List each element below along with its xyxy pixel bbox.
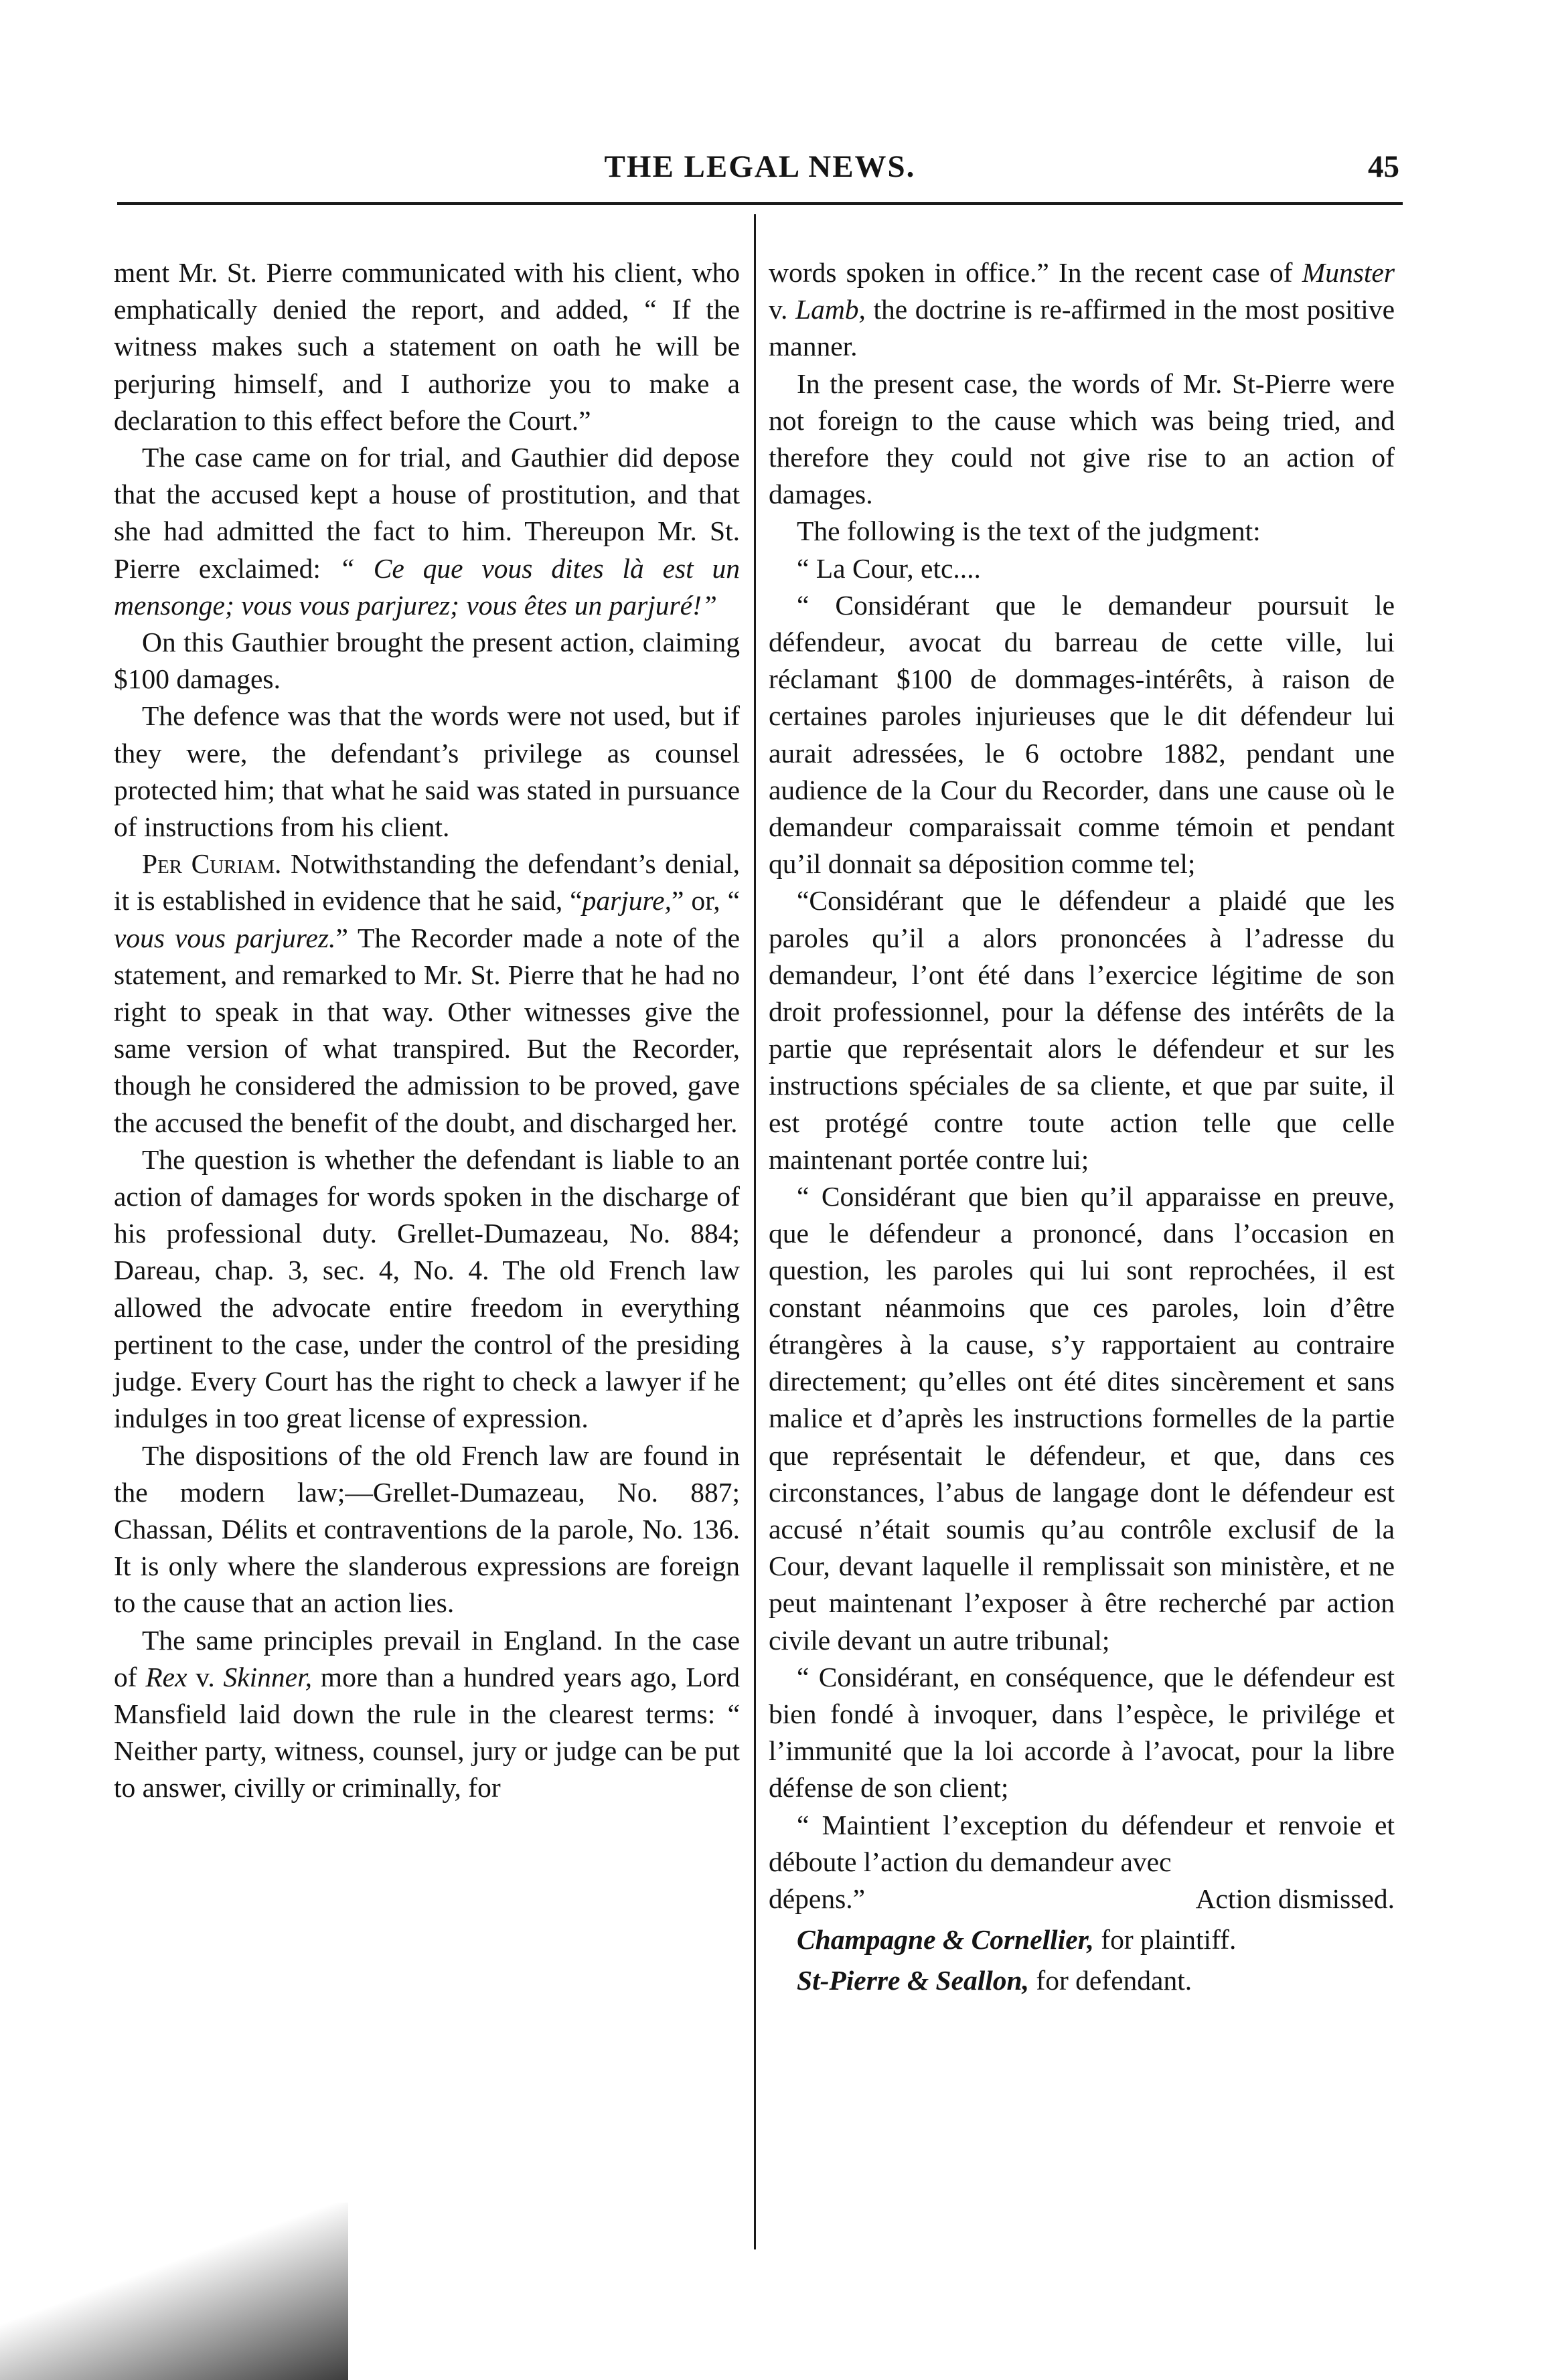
quoted-french: “ Ce que vous dites là est un mensonge; vous vous parjurez; vous êtes un parjuré!”	[114, 552, 740, 621]
counsel-line	[769, 1962, 1395, 1999]
text-run: v.	[187, 1661, 224, 1692]
text-run: Notwithstanding the defendant’s denial, it is established in evidence that he said, “	[114, 848, 740, 917]
running-title: THE LEGAL NEWS.	[604, 149, 916, 184]
paragraph: The question is whether the defendant is liable to an action of damages for words spoken in the discharge of his professional duty. Grellet-Dumazeau, No. 884; Dareau, chap. 3, sec. 4, No. 4. The old French law allowed the advocate entire freedom in everything pertinent to the case, under the control of the presiding judge. Every Court has the right to check a lawyer if he indulges in too great license of expression.	[114, 1143, 740, 1434]
paragraph: The following is the text of the judgment:	[797, 515, 1261, 547]
header-rule	[117, 202, 1403, 205]
result-label: Action dismissed.	[1195, 1883, 1395, 1914]
paragraph: “ Considérant que bien qu’il apparaisse en preuve, que le défendeur a prononcé, dans l’occasion en question, les paroles qui lui sont reprochées, il est constant néanmoins que ces paroles, loin d’être étrangères à la cause, s’y rapportaient au contraire directement; qu’elles ont été dites sincèrement et sans malice et d’après les instructions formelles de la partie que représentait le défendeur, et que, dans ces circonstances, l’abus de langage dont le défendeur est accusé n’était soumis qu’au contrôle exclusif de la Cour, devant laquelle il remplissait son ministère, et ne peut maintenant l’exposer à être recherché par action civile devant un autre tribunal;	[769, 1181, 1395, 1656]
paragraph: “ Maintient l’exception du défendeur et renvoie et déboute l’action du demandeur avec	[769, 1809, 1395, 1877]
paragraph: On this Gauthier brought the present action, claiming $100 damages.	[114, 627, 740, 695]
text-run: more than a hundred years ago, Lord Mansfield laid down the rule in the clearest terms: “ Neither party, witness, counsel, jury or judge can be put to answer, civilly or criminally, for	[114, 1661, 740, 1804]
page-header	[121, 149, 1399, 195]
counsel-name: Champagne & Cornellier,	[797, 1924, 1094, 1956]
paragraph: ment Mr. St. Pierre communicated with his client, who emphatically denied the report, and added, “ If the witness makes such a statement on oath he will be perjuring himself, and I authorize you to make a declaration to this effect before the Court.”	[114, 257, 740, 436]
text-run: v.	[769, 294, 795, 325]
right-column	[769, 254, 1395, 2000]
text-run: The case came on for trial, and Gauthier did depose that the accused kept a house of prostitution, and that she had admitted the fact to him. Thereupon Mr. St. Pierre exclaimed:	[114, 442, 740, 584]
scan-shadow	[0, 2203, 348, 2380]
counsel-name: St-Pierre & Seallon,	[797, 1965, 1029, 1996]
quoted-french: parjure,	[582, 885, 672, 917]
per-curiam-label: Per Curiam.	[142, 848, 282, 880]
judgment-closing-line	[769, 1881, 1395, 1917]
counsel-role: for defendant.	[1029, 1965, 1192, 1996]
counsel-role: for plaintiff.	[1093, 1924, 1237, 1956]
case-name: Munster	[1302, 257, 1395, 288]
paragraph: “ Considérant, en conséquence, que le défendeur est bien fondé à invoquer, dans l’espèce, le privilége et l’immunité que la loi accorde à l’avocat, pour la libre défense de son client;	[769, 1661, 1395, 1804]
counsel-line	[769, 1921, 1395, 1958]
text-run: ” The Recorder made a note of the statement, and remarked to Mr. St. Pierre that he had no right to speak in that way. Other witnesses give the same version of what transpired. But the Recorder, though he considered the admission to be proved, gave the accused the benefit of the doubt, and discharged her.	[114, 922, 741, 1138]
quoted-french: vous vous parjurez.	[114, 922, 336, 953]
paragraph: The dispositions of the old French law are found in the modern law;—Grellet-Dumazeau, No. 887; Chassan, Délits et contraventions de la parole, No. 136. It is only where the slanderous expressions are foreign to the cause that an action lies.	[114, 1439, 740, 1619]
column-divider	[754, 214, 756, 2249]
paragraph	[114, 846, 740, 1141]
left-column	[114, 254, 740, 1807]
paragraph	[114, 1622, 740, 1807]
paragraph	[769, 254, 1395, 366]
paragraph: “ La Cour, etc....	[797, 552, 981, 584]
case-name: Rex	[145, 1661, 187, 1692]
text-run: the doctrine is re-affirmed in the most positive manner.	[769, 294, 1395, 362]
text-run: ” or, “	[671, 885, 740, 917]
paragraph: The defence was that the words were not used, but if they were, the defendant’s privilege as counsel protected him; that what he said was stated in pursuance of instructions from his client.	[114, 700, 740, 843]
paragraph: “Considérant que le défendeur a plaidé que les paroles qu’il a alors prononcées à l’adresse du demandeur, l’ont été dans l’exercice légitime de son droit professionnel, pour la défense des intérêts de la partie que représentait alors le défendeur et sur les instructions spéciales de sa cliente, et que par suite, il est protégé contre toute action telle que celle maintenant portée contre lui;	[769, 885, 1395, 1175]
paragraph	[114, 439, 740, 624]
case-name: Lamb,	[795, 294, 866, 325]
paragraph: In the present case, the words of Mr. St-Pierre were not foreign to the cause which was being tried, and therefore they could not give rise to an action of damages.	[769, 368, 1395, 510]
page-number: 45	[1368, 149, 1399, 184]
paragraph: “ Considérant que le demandeur poursuit le défendeur, avocat du barreau de cette ville, lui réclamant $100 de dommages-intérêts, à raison de certaines paroles injurieuses que le dit défendeur lui aurait adressées, le 6 octobre 1882, pendant une audience de la Cour du Recorder, dans une cause où le demandeur comparaissait comme témoin et pendant qu’il donnait sa déposition comme tel;	[769, 589, 1395, 880]
text-run: dépens.”	[769, 1883, 866, 1914]
text-run: words spoken in office.” In the recent case of	[769, 257, 1302, 288]
text-run: The same principles prevail in England. In the case of	[114, 1624, 740, 1692]
case-name: Skinner,	[223, 1661, 313, 1692]
